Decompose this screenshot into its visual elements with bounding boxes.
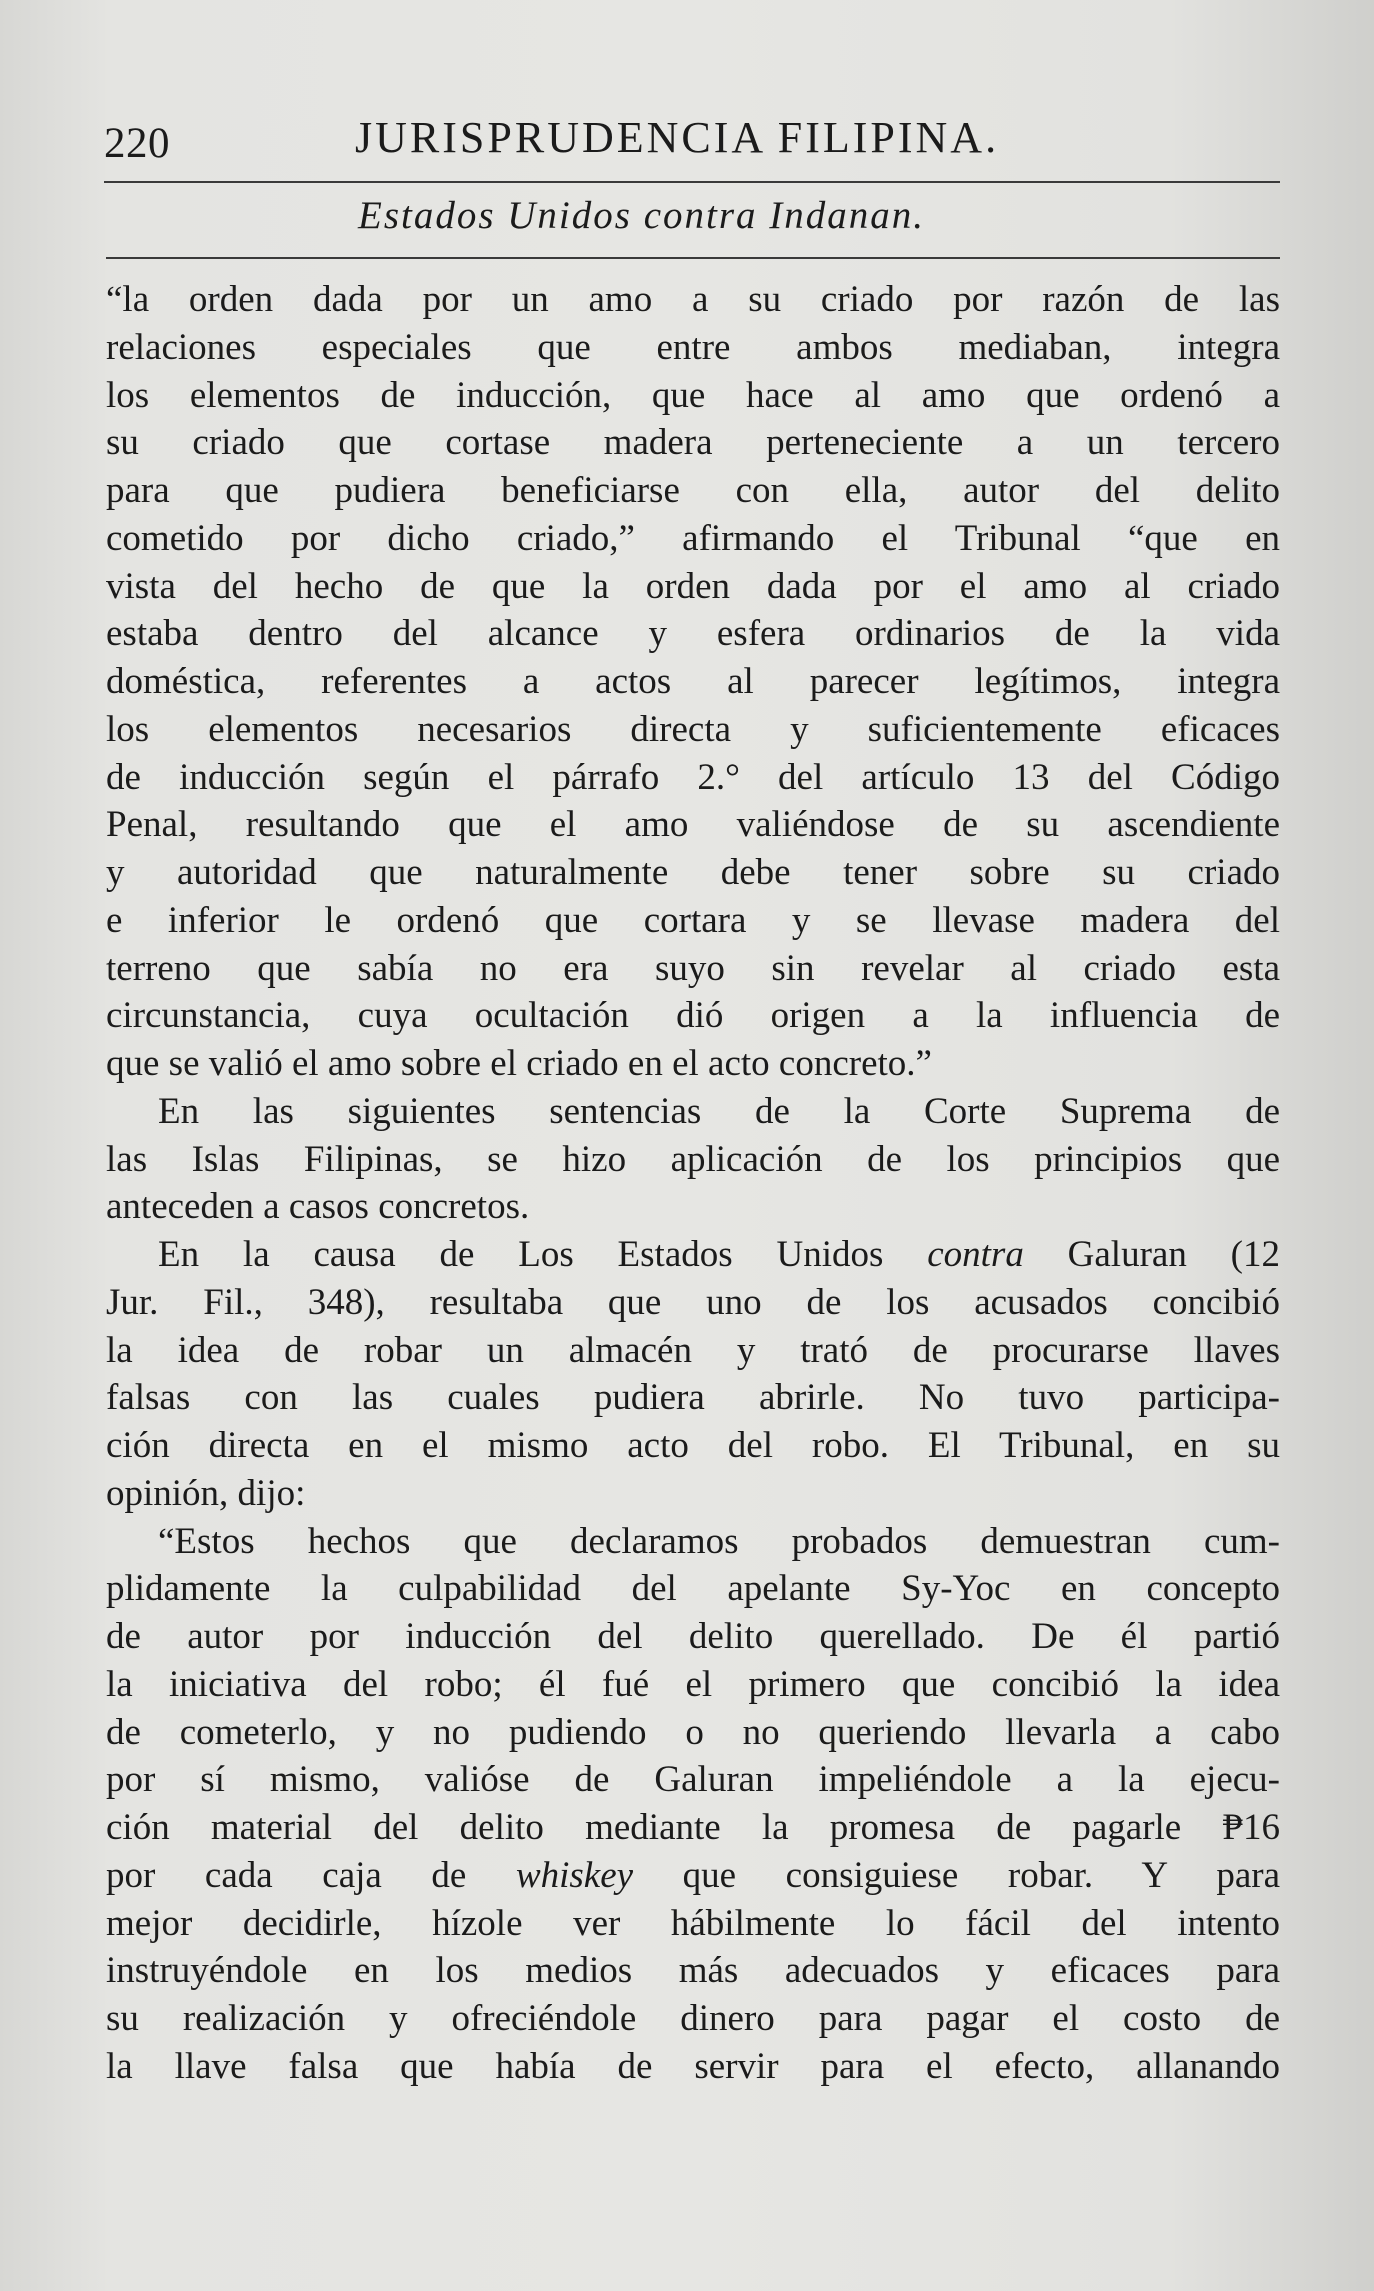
text-line: relaciones especiales que entre ambos mediaban, integra (106, 326, 1280, 368)
text-segment: que consiguiese robar. Y para (633, 1854, 1280, 1896)
header-rule (104, 181, 1280, 183)
text-line: instruyéndole en los medios más adecuados y eficaces para (106, 1950, 1280, 1992)
text-line: para que pudiera beneficiarse con ella, autor del delito (106, 470, 1280, 511)
text-line (106, 1852, 1280, 1900)
case-title-rule (106, 257, 1280, 259)
text-line: de cometerlo, y no pudiendo o no queriendo llevarla a cabo (106, 1711, 1280, 1753)
text-line: estaba dentro del alcance y esfera ordinarios de la vida (106, 613, 1280, 655)
text-line: vista del hecho de que la orden dada por el amo al criado (106, 565, 1280, 607)
text-line: por sí mismo, valióse de Galuran impeliéndole a la ejecu- (106, 1759, 1280, 1801)
text-line: ción material del delito mediante la promesa de pagarle ₱16 (106, 1807, 1280, 1848)
running-title: JURISPRUDENCIA FILIPINA. (355, 113, 1000, 162)
text-line: mejor decidirle, hízole ver hábilmente lo fácil del intento (106, 1902, 1280, 1944)
italic-segment: whiskey (515, 1854, 634, 1896)
text-line: En las siguientes sentencias de la Corte Suprema de (158, 1090, 1280, 1132)
text-line: “Estos hechos que declaramos probados demuestran cum- (158, 1520, 1280, 1562)
text-line: su realización y ofreciéndole dinero para pagar el costo de (106, 1998, 1280, 2039)
text-line: falsas con las cuales pudiera abrirle. No tuvo participa- (106, 1377, 1280, 1419)
text-line: plidamente la culpabilidad del apelante Sy-Yoc en concepto (106, 1568, 1280, 1610)
text-line: los elementos necesarios directa y suficientemente eficaces (106, 708, 1280, 750)
text-line: opinión, dijo: (106, 1472, 306, 1514)
text-line: su criado que cortase madera perteneciente a un tercero (106, 422, 1280, 464)
text-line: cometido por dicho criado,” afirmando el Tribunal “que en (106, 517, 1280, 559)
text-line: los elementos de inducción, que hace al amo que ordenó a (106, 374, 1280, 416)
text-line: la iniciativa del robo; él fué el primero que concibió la idea (106, 1663, 1280, 1705)
text-line: terreno que sabía no era suyo sin revelar al criado esta (106, 947, 1280, 989)
page-number: 220 (104, 120, 170, 167)
text-line: “la orden dada por un amo a su criado por razón de las (106, 279, 1280, 320)
case-title: Estados Unidos contra Indanan. (358, 194, 925, 237)
text-line: la idea de robar un almacén y trató de procurarse llaves (106, 1329, 1280, 1371)
text-line: Jur. Fil., 348), resultaba que uno de los acusados concibió (106, 1281, 1280, 1323)
text-line: las Islas Filipinas, se hizo aplicación de los principios que (106, 1138, 1280, 1180)
text-segment: En la causa de Los Estados Unidos (158, 1234, 928, 1275)
text-line: ción directa en el mismo acto del robo. El Tribunal, en su (106, 1425, 1280, 1466)
text-line: de autor por inducción del delito querellado. De él partió (106, 1616, 1280, 1657)
text-line: anteceden a casos concretos. (106, 1186, 530, 1228)
text-line: doméstica, referentes a actos al parecer legítimos, integra (106, 661, 1280, 702)
text-segment: por cada caja de (106, 1854, 516, 1896)
text-line: la llave falsa que había de servir para el efecto, allanando (106, 2045, 1280, 2087)
text-line: Penal, resultando que el amo valiéndose de su ascendiente (106, 804, 1280, 846)
text-line (106, 1231, 1280, 1279)
text-line: e inferior le ordenó que cortara y se llevase madera del (106, 899, 1280, 941)
text-line: y autoridad que naturalmente debe tener sobre su criado (106, 852, 1280, 893)
text-line: circunstancia, cuya ocultación dió origen a la influencia de (106, 995, 1280, 1037)
text-line: de inducción según el párrafo 2.° del artículo 13 del Código (106, 756, 1280, 798)
italic-segment: contra (927, 1234, 1024, 1275)
body-text (106, 276, 1280, 2091)
text-line: que se valió el amo sobre el criado en el acto concreto.” (106, 1043, 932, 1084)
text-segment: Galuran (12 (1023, 1234, 1280, 1275)
